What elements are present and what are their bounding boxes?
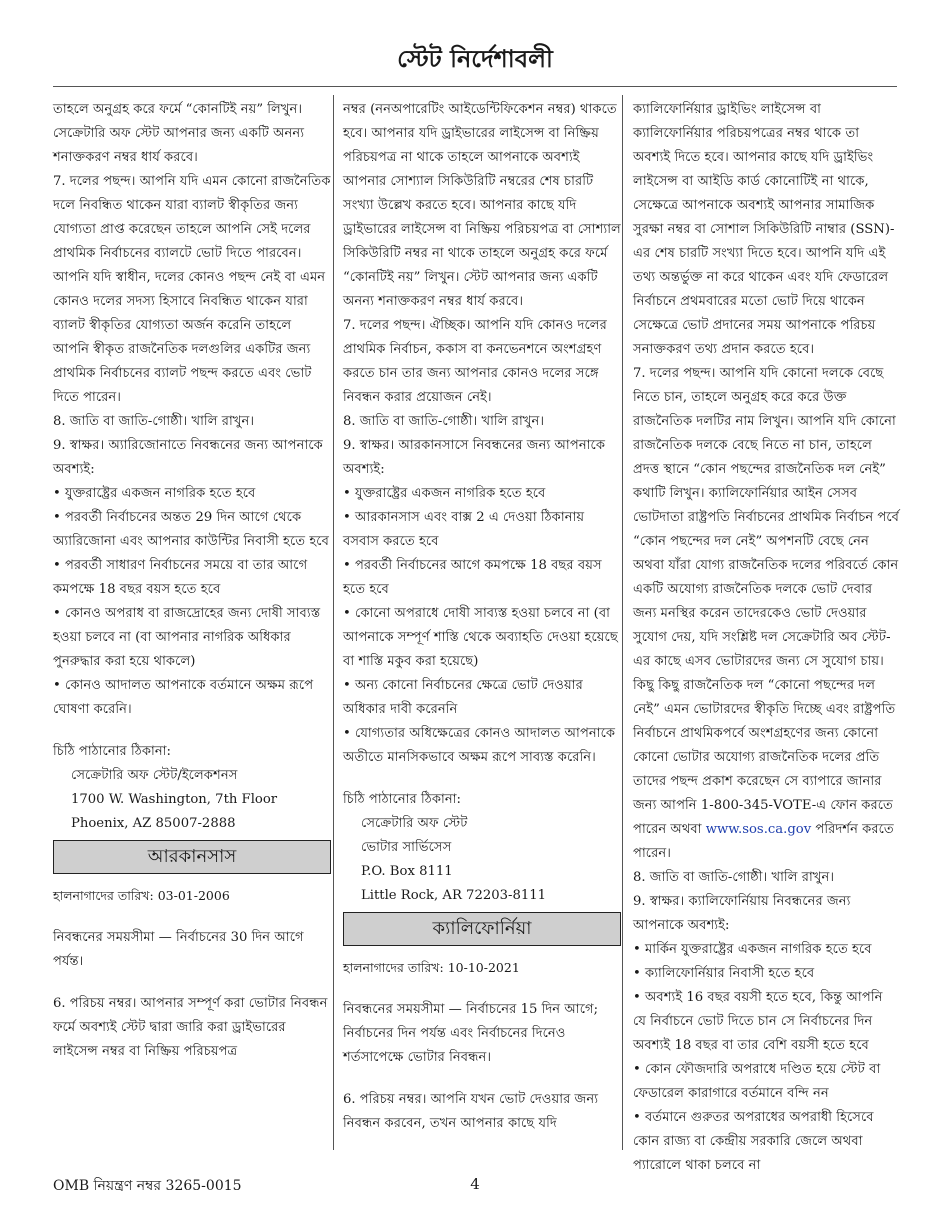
paragraph: তাহলে অনুগ্রহ করে ফর্মে “কোনটিই নয়” লিখুন। সেক্রেটারি অফ স্টেট আপনার জন্য একটি অনন্য শনাক্তকরণ নম্বর ধার্য করবে। [53,102,305,165]
registration-deadline: নিবন্ধনের সময়সীমা — নির্বাচনের 15 দিন আগে; নির্বাচনের দিন পর্যন্ত এবং নির্বাচনের দিনেও শর্তসাপেক্ষে ভোটার নিবন্ধন। [343,1002,599,1065]
bullet-item: • যুক্তরাষ্ট্রের একজন নাগরিক হতে হবে [53,486,256,501]
title-divider [53,86,897,87]
bullet-item: • মার্কিন যুক্তরাষ্ট্রের একজন নাগরিক হতে হবে [633,942,872,957]
mailing-address-label: চিঠি পাঠানোর ঠিকানা: [343,792,462,807]
page-title: স্টেট নির্দেশাবলী [397,44,553,73]
paragraph: 6. পরিচয় নম্বর। আপনি যখন ভোট দেওয়ার জন্য নিবন্ধন করবেন, তখন আপনার কাছে যদি [343,1092,599,1131]
paragraph: নম্বর (ননঅপারেটিং আইডেন্টিফিকেশন নম্বর) থাকতে হবে। আপনার যদি ড্রাইভারের লাইসেন্স বা নিষ্ক্রিয় পরিচয়পত্র না থাকে তাহলে আপনাকে অবশ্যই আপনার সোশ্যাল সিকিউরিটি নম্বরের শেষ চারটি সংখ্যা উল্লেখ করতে হবে। আপনার কাছে যদি ড্রাইভারের লাইসেন্স বা নিষ্ক্রিয় পরিচয়পত্র বা সোশ্যাল সিকিউরিটি নম্বর না থাকে তাহলে অনুগ্রহ করে ফর্মে “কোনটিই নয়” লিখুন। স্টেট আপনার জন্য একটি অনন্য শনাক্তকরণ নম্বর ধার্য করবে। [343,102,621,309]
bullet-item: • যুক্তরাষ্ট্রের একজন নাগরিক হতে হবে [343,486,546,501]
sos-website-link[interactable]: www.sos.ca.gov [705,822,812,837]
bullet-item: • অবশ্যই 16 বছর বয়সী হতে হবে, কিন্তু আপনি যে নির্বাচনে ভোট দিতে চান সে নির্বাচনের দিন অবশ্যই 18 বছর বা তার বেশি বয়সী হতে হবে [633,990,883,1053]
column-1 [53,98,331,1064]
address-line: সেক্রেটারি অফ স্টেট/ইলেকশনস [71,768,238,783]
column-2 [343,98,621,1136]
paragraph: 6. পরিচয় নম্বর। আপনার সম্পূর্ণ করা ভোটার নিবন্ধন ফর্মে অবশ্যই স্টেট দ্বারা জারি করা ড্রাইভারের লাইসেন্স নম্বর বা নিষ্ক্রিয় পরিচয়পত্র [53,996,328,1059]
bullet-item: • পরবর্তী নির্বাচনের আগে কমপক্ষে 18 বছর বয়স হতে হবে [343,558,602,597]
paragraph: 9. স্বাক্ষর। অ্যারিজোনাতে নিবন্ধনের জন্য আপনাকে অবশ্যই: [53,438,323,477]
bullet-item: • কোন ফৌজদারি অপরাধে দণ্ডিত হয়ে স্টেট বা ফেডারেল কারাগারে বর্তমানে বন্দি নন [633,1062,881,1101]
paragraph: 8. জাতি বা জাতি-গোষ্ঠী। খালি রাখুন। [343,414,545,429]
paragraph: 9. স্বাক্ষর। ক্যালিফোর্নিয়ায় নিবন্ধনের জন্য আপনাকে অবশ্যই: [633,894,851,933]
paragraph: 9. স্বাক্ষর। আরকানসাসে নিবন্ধনের জন্য আপনাকে অবশ্যই: [343,438,606,477]
address-line: 1700 W. Washington, 7th Floor [71,792,278,807]
paragraph: 7. দলের পছন্দ। আপনি যদি কোনো দলকে বেছে নিতে চান, তাহলে অনুগ্রহ করে করে উক্ত রাজনৈতিক দলটির নাম লিখুন। আপনি যদি কোনো রাজনৈতিক দলকে বেছে নিতে না চান, তাহলে প্রদত্ত স্থানে “কোন পছন্দের রাজনৈতিক দল নেই” কথাটি লিখুন। ক্যালিফোর্নিয়ার আইন সেসব ভোটদাতা রাষ্ট্রপতি নির্বাচনের প্রাথমিক নির্বাচন পর্বে “কোন পছন্দের দল নেই” অপশনটি বেছে নেন অথবা যাঁরা যোগ্য রাজনৈতিক দলের পরিবর্তে কোন একটি অযোগ্য রাজনৈতিক দলকে ভোট দেবার জন্য মনস্থির করেন তাদেরকেও ভোট দেওয়ার সুযোগ দেয়, যদি সংশ্লিষ্ট দল সেক্রেটারি অব স্টেট-এর কাছে এসব ভোটারদের জন্য সে সুযোগ চায়। কিছু কিছু রাজনৈতিক দল “কোনো পছন্দের দল নেই” এমন ভোটারদের স্বীকৃতি দিচ্ছে এবং রাষ্ট্রপতি নির্বাচনে প্রাথমিকপর্বে অংশগ্রহণের জন্য কোনো কোনো ভোটার অযোগ্য রাজনৈতিক দলের প্রতি তাদের পছন্দ প্রকাশ করেছেন সে ব্যাপারে জানার জন্য আপনি 1-800-345-VOTE-এ ফোন করতে পারেন অথবা www.sos.ca.gov পরিদর্শন করতে পারেন। [633,366,899,861]
paragraph: 7. দলের পছন্দ। আপনি যদি এমন কোনো রাজনৈতিক দলে নিবন্ধিত থাকেন যারা ব্যালট স্বীকৃতির জন্য যোগ্যতা প্রাপ্ত করেছেন তাহলে আপনি সেই দলের প্রাথমিক নির্বাচনের ব্যালটে ভোট দিতে পারবেন। আপনি যদি স্বাধীন, দলের কোনও পছন্দ নেই বা এমন কোনও দলের সদস্য হিসাবে নিবন্ধিত থাকেন যারা ব্যালট স্বীকৃতির যোগ্যতা অর্জন করেনি তাহলে আপনি স্বীকৃত রাজনৈতিক দলগুলির একটির জন্য প্রাথমিক নির্বাচনের ব্যালট পছন্দ করতে এবং ভোট দিতে পারেন। [53,174,331,405]
omb-control-number: OMB নিয়ন্ত্রণ নম্বর 3265-0015 [53,1178,242,1194]
address-line: Little Rock, AR 72203-8111 [361,888,547,903]
address-line: P.O. Box 8111 [361,864,453,879]
bullet-item: • ক্যালিফোর্নিয়ার নিবাসী হতে হবে [633,966,815,981]
column-3 [633,98,899,1178]
updated-date: হালনাগাদের তারিখ: 10-10-2021 [343,960,520,975]
state-header-california: ক্যালিফোর্নিয়া [343,912,621,946]
paragraph: 8. জাতি বা জাতি-গোষ্ঠী। খালি রাখুন। [633,870,835,885]
paragraph: 8. জাতি বা জাতি-গোষ্ঠী। খালি রাখুন। [53,414,255,429]
paragraph: 7. দলের পছন্দ। ঐচ্ছিক। আপনি যদি কোনও দলের প্রাথমিক নির্বাচন, ককাস বা কনভেনশনে অংশগ্রহণ করতে চান তার জন্য আপনার কোনও দলের সঙ্গে নিবন্ধন করার প্রয়োজন নেই। [343,318,607,405]
bullet-item: • আরকানসাস এবং বাক্স 2 এ দেওয়া ঠিকানায় বসবাস করতে হবে [343,510,585,549]
state-header-arkansas: আরকানসাস [53,840,331,874]
bullet-item: • যোগ্যতার অধিক্ষেত্রের কোনও আদালত আপনাকে অতীতে মানসিকভাবে অক্ষম রূপে সাব্যস্ত করেনি। [343,726,616,765]
bullet-item: • পরবর্তী নির্বাচনের অন্তত 29 দিন আগে থেকে অ্যারিজোনা এবং আপনার কাউন্টির নিবাসী হতে হবে [53,510,329,549]
updated-date: হালনাগাদের তারিখ: 03-01-2006 [53,888,230,903]
registration-deadline: নিবন্ধনের সময়সীমা — নির্বাচনের 30 দিন আগে পর্যন্ত। [53,930,304,969]
bullet-item: • বর্তমানে গুরুতর অপরাধের অপরাধী হিসেবে কোন রাজ্য বা কেন্দ্রীয় সরকারি জেলে অথবা প্যারোলে থাকা চলবে না [633,1110,874,1173]
bullet-item: • কোনো অপরাধে দোষী সাব্যস্ত হওয়া চলবে না (বা আপনাকে সম্পূর্ণ শাস্তি থেকে অব্যাহতি দেওয়া হয়েছে বা শাস্তি মকুব করা হয়েছে) [343,606,618,669]
column-divider-2 [622,95,623,1150]
bullet-item: • কোনও আদালত আপনাকে বর্তমানে অক্ষম রূপে ঘোষণা করেনি। [53,678,314,717]
bullet-item: • অন্য কোনো নির্বাচনের ক্ষেত্রে ভোট দেওয়ার অধিকার দাবী করেননি [343,678,583,717]
page-number: 4 [470,1175,480,1193]
address-line: ভোটার সার্ভিসেস [361,840,452,855]
address-line: Phoenix, AZ 85007-2888 [71,816,236,831]
paragraph: ক্যালিফোর্নিয়ার ড্রাইভিং লাইসেন্স বা ক্যালিফোর্নিয়ার পরিচয়পত্রের নম্বর থাকে তা অবশ্যই দিতে হবে। আপনার কাছে যদি ড্রাইভিং লাইসেন্স বা আইডি কার্ড কোনোটিই না থাকে, সেক্ষেত্রে আপনাকে অবশ্যই আপনার সামাজিক সুরক্ষা নম্বর বা সোশাল সিকিউরিটি নাম্বার (SSN)-এর শেষ চারটি সংখ্যা দিতে হবে। আপনি যদি এই তথ্য অন্তর্ভুক্ত না করে থাকেন এবং যদি ফেডারেল নির্বাচনে প্রথমবারের মতো ভোট দিয়ে থাকেন সেক্ষেত্রে ভোট প্রদানের সময় আপনাকে পরিচয় সনাক্তকরণ তথ্য প্রদান করতে হবে। [633,102,895,357]
bullet-item: • পরবর্তী সাধারণ নির্বাচনের সময়ে বা তার আগে কমপক্ষে 18 বছর বয়স হতে হবে [53,558,308,597]
mailing-address-label: চিঠি পাঠানোর ঠিকানা: [53,744,172,759]
address-line: সেক্রেটারি অফ স্টেট [361,816,468,831]
bullet-item: • কোনও অপরাধ বা রাজদ্রোহের জন্য দোষী সাব্যস্ত হওয়া চলবে না (বা আপনার নাগরিক অধিকার পুনরুদ্ধার করা হয়ে থাকলে) [53,606,321,669]
column-divider-1 [333,95,334,1150]
